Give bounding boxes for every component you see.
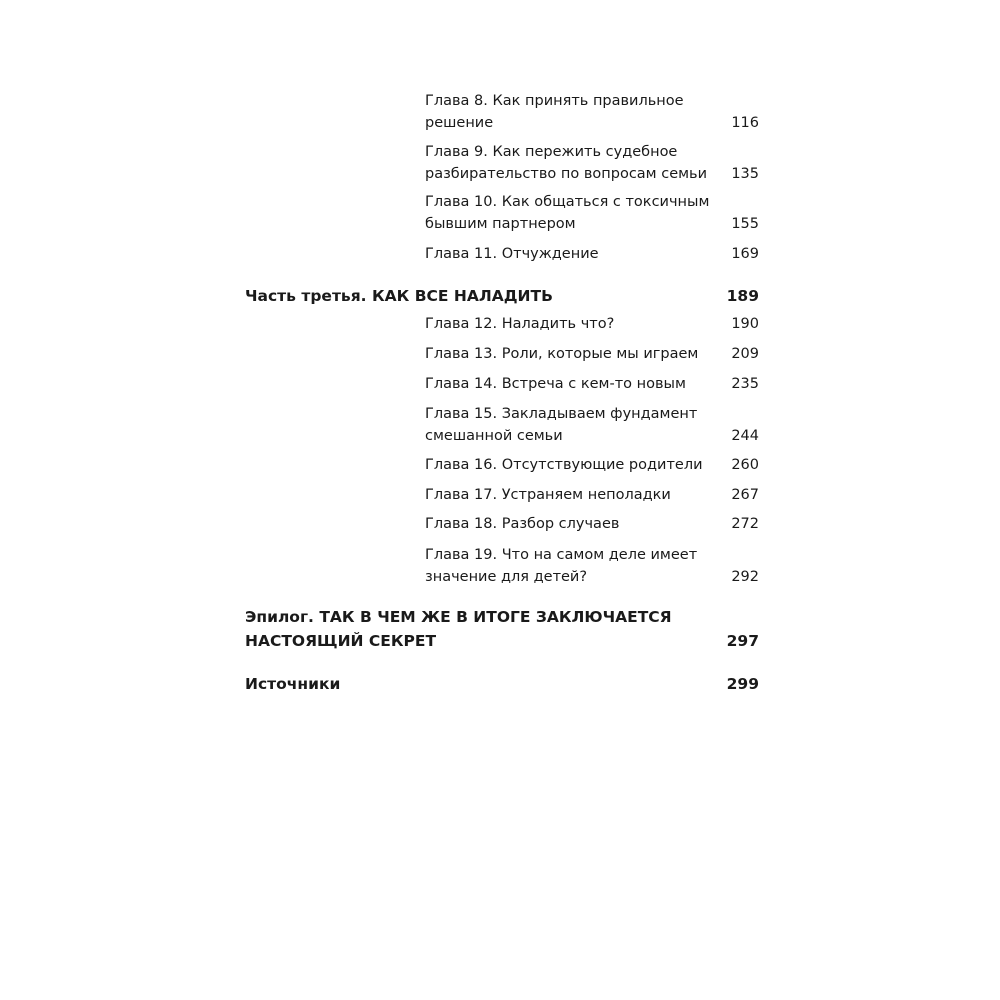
toc-entry-chapter-9[interactable]	[425, 142, 759, 185]
chapter-title: Глава 10. Как общаться с токсичным бывшим партнером	[425, 194, 710, 232]
toc-entry-chapter-8[interactable]	[425, 91, 759, 134]
chapter-title: Глава 9. Как пережить судебное разбирательство по вопросам семьи	[425, 144, 708, 182]
chapter-title: Глава 16. Отсутствующие родители	[425, 457, 703, 473]
chapter-title: Глава 12. Наладить что?	[425, 316, 615, 332]
chapter-page-number: 169	[731, 246, 759, 262]
chapter-page-number: 155	[731, 215, 759, 232]
part-lead: Часть третья.	[245, 287, 367, 305]
toc-entry-chapter-15[interactable]	[425, 404, 759, 447]
chapter-title: Глава 19. Что на самом деле имеет значение для детей?	[425, 547, 698, 585]
chapter-page-number: 190	[731, 316, 759, 332]
chapter-title: Глава 18. Разбор случаев	[425, 516, 620, 532]
chapter-page-number: 244	[731, 427, 759, 444]
toc-entry-chapter-13[interactable]	[425, 344, 759, 366]
chapter-title: Глава 14. Встреча с кем-то новым	[425, 376, 686, 392]
part-page-number: 189	[726, 287, 759, 305]
chapter-page-number: 235	[731, 376, 759, 392]
part-title: Источники	[245, 675, 341, 693]
chapter-page-number: 292	[731, 568, 759, 585]
toc-entry-chapter-18[interactable]	[425, 514, 759, 536]
toc-entry-sources[interactable]	[245, 672, 759, 696]
part-heading: КАК ВСЕ НАЛАДИТЬ	[371, 287, 553, 305]
chapter-page-number: 116	[731, 114, 759, 131]
toc-entry-part-three[interactable]	[245, 284, 759, 308]
chapter-page-number: 260	[731, 457, 759, 473]
toc-entry-epilogue[interactable]	[245, 605, 759, 653]
toc-entry-chapter-19[interactable]	[425, 545, 759, 588]
chapter-title: Глава 15. Закладываем фундамент смешанной семьи	[425, 406, 698, 444]
toc-entry-chapter-17[interactable]	[425, 485, 759, 507]
part-page-number: 297	[726, 632, 759, 650]
toc-entry-chapter-12[interactable]	[425, 314, 759, 336]
chapter-title: Глава 11. Отчуждение	[425, 246, 599, 262]
part-page-number: 299	[726, 675, 759, 693]
part-title	[245, 605, 685, 653]
chapter-page-number: 135	[731, 165, 759, 182]
chapter-title: Глава 13. Роли, которые мы играем	[425, 346, 699, 362]
toc-entry-chapter-10[interactable]	[425, 192, 759, 235]
toc-entry-chapter-16[interactable]	[425, 455, 759, 477]
part-heading: ТАК В ЧЕМ ЖЕ В ИТОГЕ ЗАКЛЮЧАЕТСЯ НАСТОЯЩИЙ СЕКРЕТ	[245, 608, 672, 650]
chapter-page-number: 209	[731, 346, 759, 362]
chapter-title: Глава 8. Как принять правильное решение	[425, 93, 684, 131]
chapter-title: Глава 17. Устраняем неполадки	[425, 487, 671, 503]
part-lead: Эпилог.	[245, 608, 314, 626]
chapter-page-number: 272	[731, 516, 759, 532]
toc-entry-chapter-14[interactable]	[425, 374, 759, 396]
part-title	[245, 284, 685, 308]
chapter-page-number: 267	[731, 487, 759, 503]
toc-entry-chapter-11[interactable]	[425, 244, 759, 266]
